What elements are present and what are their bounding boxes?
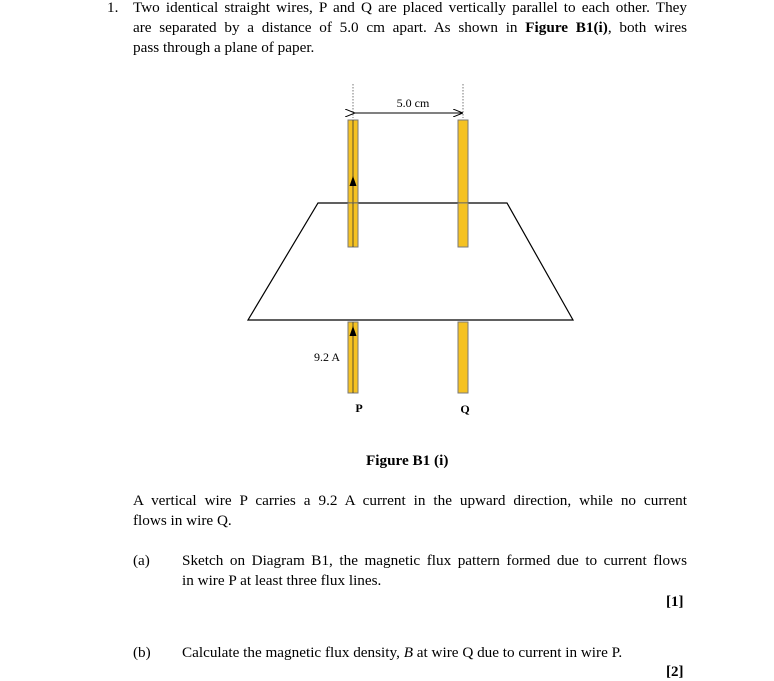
part-a-label: (a) (133, 552, 150, 569)
distance-label: 5.0 cm (396, 96, 430, 110)
wire-q-label: Q (460, 402, 470, 416)
question-line-2: are separated by a distance of 5.0 cm apart. As shown in Figure B1(i), both wires (133, 19, 687, 36)
part-b-label: (b) (133, 644, 151, 661)
part-a-line-1: Sketch on Diagram B1, the magnetic flux pattern formed due to current flows (182, 552, 687, 569)
current-label: 9.2 A (314, 350, 341, 364)
part-a-marks: [1] (666, 594, 684, 610)
paper-plane (248, 203, 573, 320)
intro-line-2: flows in wire Q. (133, 512, 232, 529)
wire-p-label: P (355, 401, 363, 415)
part-b-marks: [2] (666, 664, 684, 680)
part-a-line-2: in wire P at least three flux lines. (182, 572, 382, 589)
question-line-1: Two identical straight wires, P and Q are placed vertically parallel to each other. They (133, 0, 687, 16)
question-number: 1. (107, 0, 119, 16)
figure-reference: Figure B1(i) (525, 19, 608, 36)
part-b-text: Calculate the magnetic flux density, B at wire Q due to current in wire P. (182, 644, 623, 661)
variable-b: B (403, 644, 413, 661)
intro-line-1: A vertical wire P carries a 9.2 A current in the upward direction, while no current (133, 492, 687, 509)
figure-caption: Figure B1 (i) (366, 452, 449, 469)
wire-q-lower (458, 322, 468, 393)
wire-q-through-plane (458, 203, 468, 247)
question-line-3: pass through a plane of paper. (133, 39, 315, 56)
